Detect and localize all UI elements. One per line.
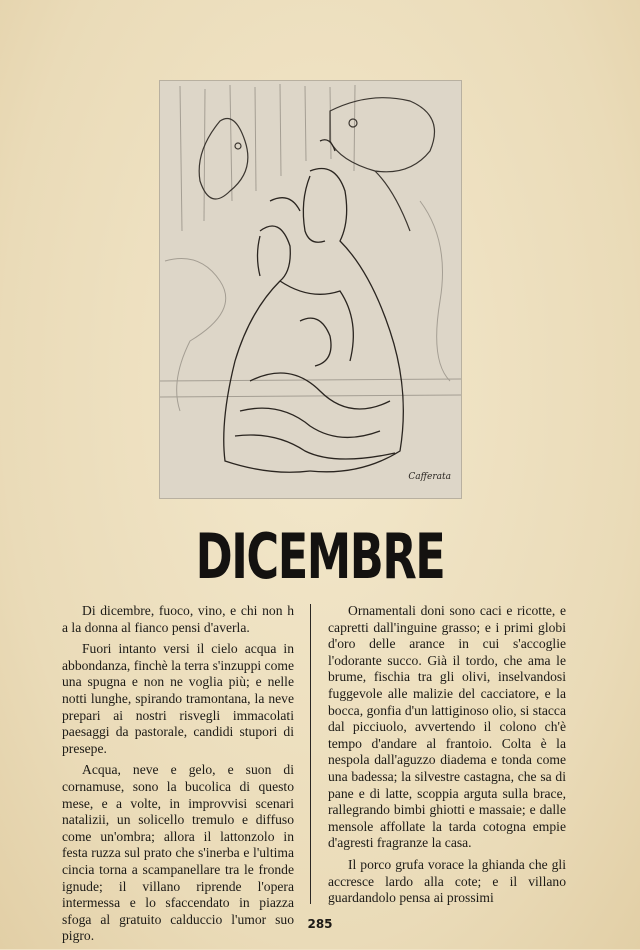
left-column xyxy=(62,603,294,950)
illustration-figure xyxy=(159,80,462,499)
column-divider xyxy=(310,604,311,904)
paragraph: Acqua, neve e gelo, e suon di cornamuse, sono la bucolica di questo mese, e a volte, in improvvisi scenari natalizii, un solicello tremulo e diffuso come un'ombra; allora il lattonzolo in festa ruzza sul prato che s'inerba e l'ultima cincia torna a scampanellare tra le fronde ignude; il villano riprende l'opera intermessa e lo sfaccendato in piazza sfoga al gratuito calduccio l'umor suo pigro. xyxy=(62,762,294,944)
drawing-icon xyxy=(160,81,461,498)
page-title: DICEMBRE xyxy=(195,520,445,593)
right-column xyxy=(328,603,566,912)
paragraph: Di dicembre, fuoco, vino, e chi non h a la donna al fianco pensi d'averla. xyxy=(62,603,294,635)
paragraph: Fuori intanto versi il cielo acqua in abbondanza, finchè la terra s'inzuppi come una spugna e non ne voglia più; e nelle notti lunghe, spirando tramontana, la neve prepari ai nostri risvegli immacolati paesaggi da pastorale, candidi stupori di presepe. xyxy=(62,641,294,756)
paragraph: Ornamentali doni sono caci e ricotte, e capretti dall'inguine grasso; e i primi globi d'oro delle arance in cui s'accoglie l'odorante succo. Già il tordo, che ama le brume, fischia tra gli olivi, inselvandosi fuggevole alle malizie del cacciatore, e la bocca, gonfia d'un lattiginoso olio, si stacca dal picciuolo, avvertendo il colono ch'è tempo d'andare al frantoio. Colta è la nespola dall'aguzzo diadema e tonda come una badessa; la silvestre castagna, che sa di pane e di latte, scoppia arguta sulla brace, rallegrando bimbi ghiotti e massaie; e dalle mensole affollate la tarda cotogna empie d'agresti fragranze la casa. xyxy=(328,603,566,851)
page-number: 285 xyxy=(307,917,333,931)
paragraph: Il porco grufa vorace la ghianda che gli accresce lardo alla cote; e il villano guardandolo pensa ai prossimi xyxy=(328,856,566,906)
artist-signature: Cafferata xyxy=(408,472,451,482)
